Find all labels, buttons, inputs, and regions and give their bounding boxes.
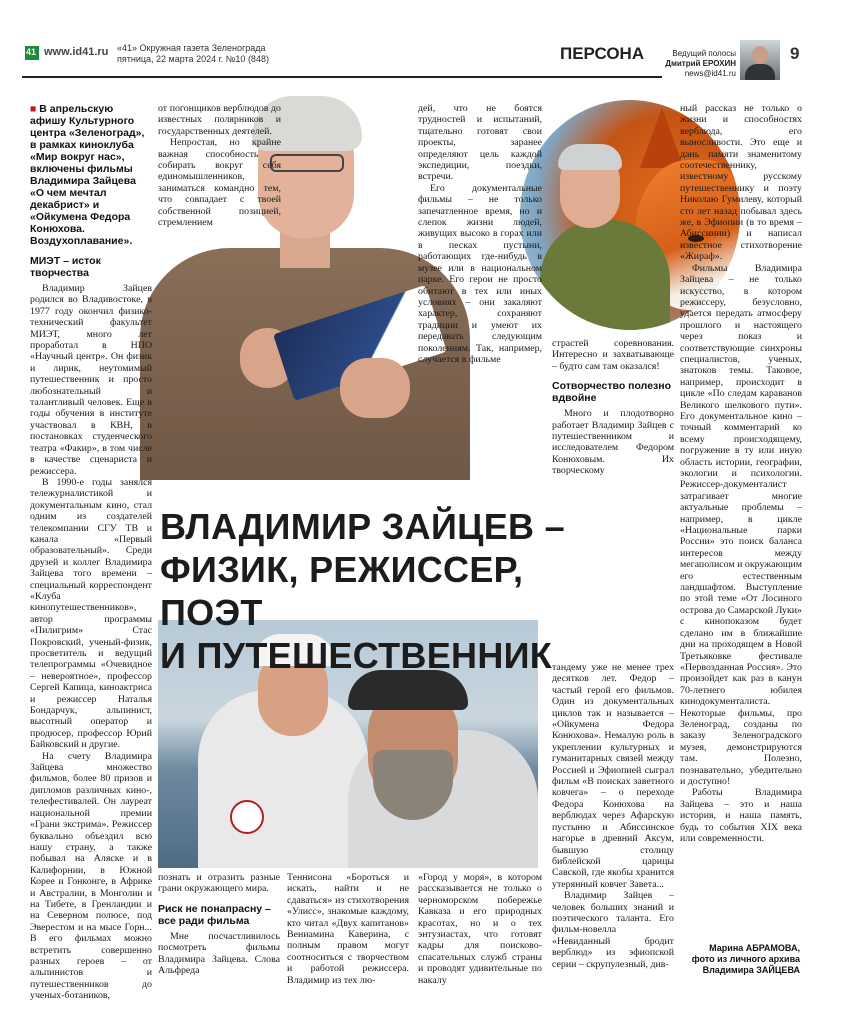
headline-line-1: ВЛАДИМИР ЗАЙЦЕВ – bbox=[160, 506, 565, 547]
column-1 bbox=[30, 103, 152, 1003]
paragraph: Владимир Зайцев – человек больших знаний и поэтического таланта. Его фильм-новелла «Невиданный бродит верблюд» из эфиопской серии – скрупулезный, див- bbox=[552, 890, 674, 970]
paragraph: ный рассказ не только о жизни и способностях верблюда, его выносливости. Это еще и дань памяти знаменитому соотечественнику, известному русскому путешественнику и поэту Николаю Гумилеву, который сто лет назад побывал здесь же, в Эфиопии (в то время – Абиссинии) и написал известное стихотворение «Жираф». bbox=[680, 103, 802, 263]
editor-label: Ведущий полосы bbox=[672, 49, 736, 58]
editor-email[interactable]: news@id41.ru bbox=[684, 69, 736, 78]
author-name: Марина АБРАМОВА, bbox=[709, 943, 800, 953]
editor-avatar bbox=[740, 40, 780, 80]
paragraph: познать и отразить разные грани окружающего мира. bbox=[158, 872, 280, 895]
editor-name: Дмитрий ЕРОХИН bbox=[665, 59, 736, 68]
column-2-bottom bbox=[158, 872, 280, 1012]
subheading-miet: МИЭТ – исток творчества bbox=[30, 255, 101, 279]
page-number: 9 bbox=[790, 44, 800, 63]
paper-info bbox=[117, 43, 269, 65]
subheading-risk: Риск не понапрасну – все ради фильма bbox=[158, 902, 271, 927]
paragraph: Фильмы Владимира Зайцева – не только искусство, в котором режиссеру, безусловно, удается передать атмосферу прошлого и настоящего через показ и соответствующие синхроны специалистов, ученых, знатоков темы. Таковое, например, происходит в цикле «По следам караванов Великого шелкового пути». Его документальное кино – точный комментарий ко всему происходящему, погружение в ту или иную область истории, географии, экологии и психологии. Режиссер-документалист затрагивает многие актуальные проблемы – например, в цикле «Национальные парки России» это поиск баланса интересов между мегаполисом и окружающим его естественным ландшафтом. Выступление по этой теме «От Лосиного острова до Самарской Луки» с кинопоказом будет сделано им в ближайшие дни на проходящем в Новой Третьяковке фестивале «Первозданная Россия». Это произойдет как раз в канун 70-летнего юбилея кинодокументалиста. Некоторые фильмы, про Зеленоград, созданы по заказу Зеленоградского музея, демонстрируются там. Полезно, познавательно, убедительно и доступно! bbox=[680, 262, 802, 787]
site-url[interactable]: www.id41.ru bbox=[44, 46, 109, 58]
headline-line-2: ФИЗИК, РЕЖИССЕР, ПОЭТ bbox=[160, 549, 524, 633]
article-headline bbox=[160, 505, 580, 677]
masthead bbox=[22, 40, 812, 80]
paragraph: тандему уже не менее трех десятков лет. Федор – частый герой его фильмов. Один из документальных циклов так и называется – «Ойкумена Федора Конюхова». Немалую роль в укреплении культурных и гуманитарных связей между Россией и Эфиопией сыграл фильм «В поисках заветного ковчега» – о переходе Федора Конюхова на верблюдах через Афарскую пустыню и Абиссинское нагорье в древний Аксум, бывшую столицу библейской царицы Савской, где якобы хранится утерянный ковчег Завета... bbox=[552, 662, 674, 890]
column-3-bottom bbox=[287, 872, 409, 1012]
paragraph: Теннисона «Бороться и искать, найти и не сдаваться» из стихотворения «Улисс», знакомые каждому, кто читал «Двух капитанов» Вениамина Каверина, с полным правом могут соотноситься с творчеством и работой режиссера. Владимир из тех лю- bbox=[287, 872, 409, 986]
paragraph: Работы Владимира Зайцева – это и наша история, и наша память, будь то события XIX века или современности. bbox=[680, 787, 802, 844]
section-rubric: ПЕРСОНА bbox=[560, 44, 645, 63]
article-credit bbox=[648, 943, 800, 976]
column-6 bbox=[680, 103, 802, 938]
newspaper-logo-icon bbox=[25, 46, 39, 60]
column-4-bottom bbox=[418, 872, 542, 1012]
paragraph: «Город у моря», в котором рассказывается не только о черноморском побережье Кавказа и его природных красотах, но и о тех энтузиастах, что готовят кадры для поисково-спасательных служб страны и проводят удивительные по накалу bbox=[418, 872, 542, 986]
paragraph: Мне посчастливилось посмотреть фильмы Владимира Зайцева. Слова Альфреда bbox=[158, 930, 280, 977]
paragraph: Много и плодотворно работает Владимир Зайцев с путешественником и исследователем Федором Конюховым. Их творческому bbox=[552, 408, 674, 477]
paper-title: «41» Окружная газета Зеленограда bbox=[117, 43, 266, 53]
column-2-top bbox=[158, 103, 281, 251]
paragraph: Непростая, но крайне важная способность – собирать вокруг себя единомышленников, заниматься командно тем, что совпадает с твоей собственной позицией, стремлением bbox=[158, 137, 281, 229]
issue-date: пятница, 22 марта 2024 г. №10 (848) bbox=[117, 54, 269, 64]
column-4-top bbox=[418, 103, 542, 475]
column-5-top bbox=[552, 338, 674, 478]
paragraph: от погонщиков верблюдов до известных полярников и государственных деятелей. bbox=[158, 103, 281, 137]
paragraph: Его документальные фильмы – не только запечатленное время, но и слепок жизни людей, живущих высоко в горах или в песках пустыни, работающих где-нибудь в музее или в национальном парке. Его герои не просто обитают в тех или иных условиях – они закаляют характер, сохраняют традиции и умеют их передавать следующим поколениям. Так, например, случается в фильме bbox=[418, 182, 542, 365]
photo-credit-name: Владимира ЗАЙЦЕВА bbox=[702, 965, 800, 975]
subheading-cocreation: Сотворчество полезно вдвойне bbox=[552, 380, 672, 405]
paragraph: дей, что не боятся трудностей и испытаний, тщательно готовят свои проекты, заранее определяют цель каждой экспедиции, поездки, встречи. bbox=[418, 103, 542, 183]
paragraph: В 1990-е годы занялся тележурналистикой и документальным кино, стал одним из создателей телекомпании СГУ ТВ и канала «Первый образовательный». Среди друзей и коллег Владимира Зайцева того времени – специальный корреспондент «Клуба кинопутешественников», автор программы «Пилигрим» Стас Покровский, ученый-физик, просветитель и ведущий телепрограммы «Очевидное – невероятное», профессор Сергей Капица, кинoaктриса и режиссер Наталья Бондарчук, альпинист, высотный оператор и продюсер, профессор Юрий Байковский и другие. bbox=[30, 476, 152, 751]
page-editor bbox=[664, 49, 736, 79]
badge-icon bbox=[230, 800, 264, 834]
article-lead: ■ В апрельскую афишу Культурного центра «Зеленоград», в рамках киноклуба «Мир вокруг нас», включены фильмы Владимира Зайцева «О чем мечтал декабрист» и «Ойкумена Федора Конюхова. Воздухоплавание». bbox=[30, 103, 152, 247]
paragraph: страстей соревнования. Интересно и захватывающе – будто сам там оказался! bbox=[552, 338, 674, 372]
paragraph: Владимир Зайцев родился во Владивостоке, в 1977 году окончил физико-технический факультет МИЭТ, много лет проработал в НПО «Научный центр». Он физик и лирик, неутомимый путешественник и просто любознательный и талантливый человек. Еще в годы обучения в институте участвовал в КВН, в постановках студенческого театра «Факир», в том числе в качестве сценариста и режиссера. bbox=[30, 283, 152, 477]
photo-credit: фото из личного архива bbox=[691, 954, 800, 964]
header-divider bbox=[22, 76, 662, 78]
headline-line-3: И ПУТЕШЕСТВЕННИК bbox=[160, 635, 553, 676]
paragraph: На счету Владимира Зайцева множество фильмов, более 80 призов и дипломов различных кино-, телефестивалей. Он лауреат национальной премии «Грани экстрима». Режиссер буквально объездил всю нашу страну, а также побывал на Аляске и в Калифорнии, в Южной Корее и Гонконге, в Африке и Австралии, в Монголии и на Тибете, в Гренландии и на Северном полюсе, под Эверестом и на мысе Горн... В его фильмах можно встретить совершенно разных героев – от альпинистов и путешественников до ученых-ботаников, bbox=[30, 750, 152, 1002]
